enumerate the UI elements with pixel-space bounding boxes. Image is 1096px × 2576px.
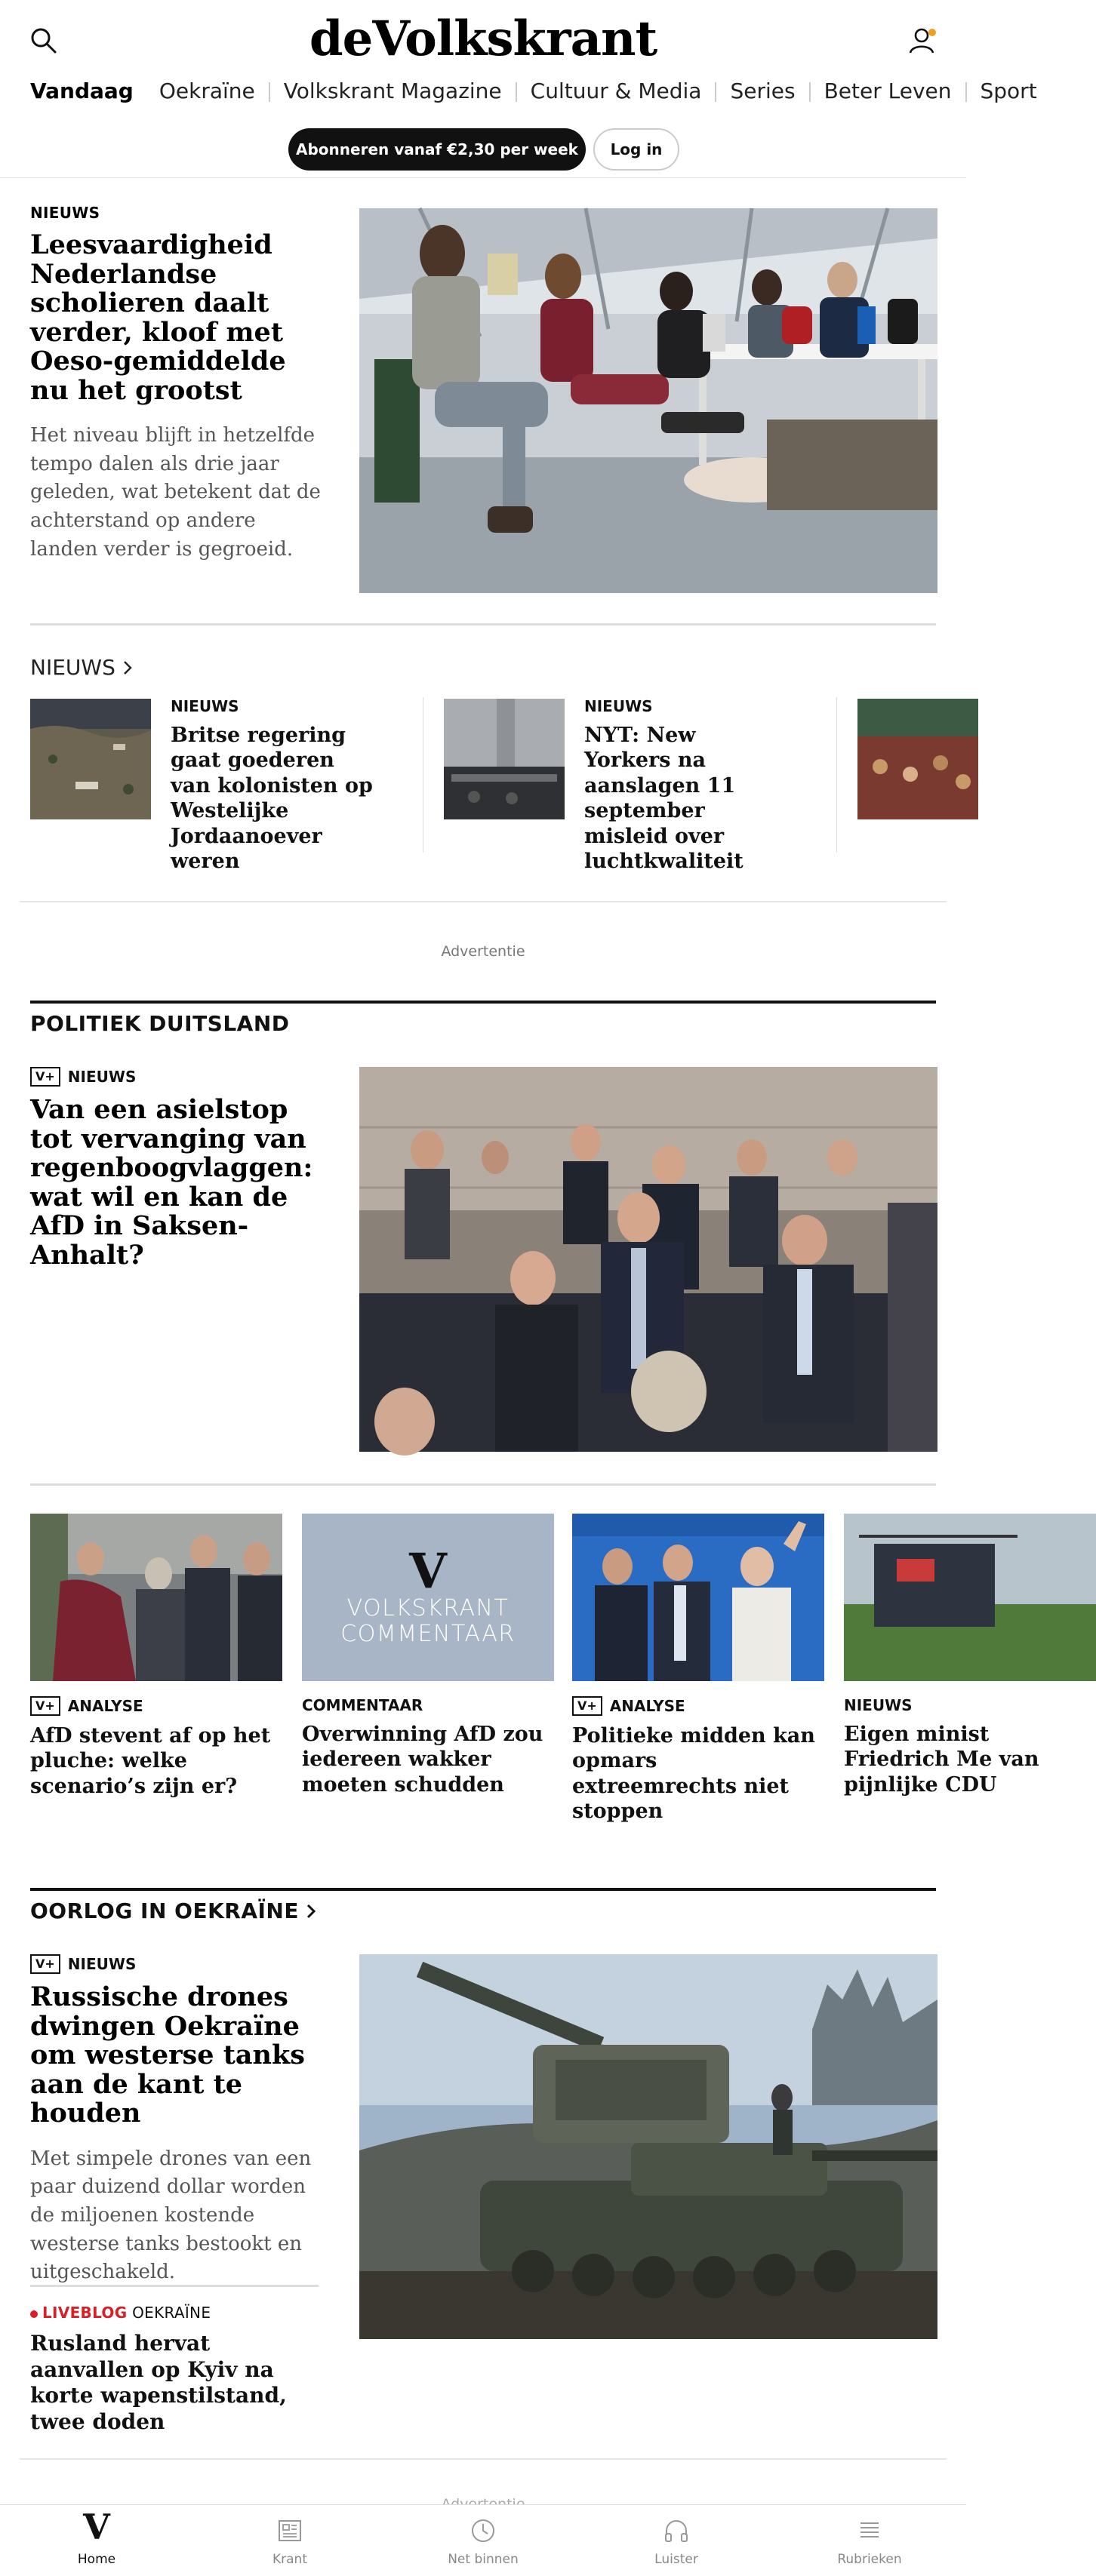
lead-article-text [30, 204, 325, 564]
afd-politicians-image [359, 1067, 937, 1452]
premium-badge: V+ [30, 1954, 60, 1974]
article-intro: Met simpele drones van een paar duizend dollar worden de miljoenen kostende westerse tanks bestookt en uitgeschakeld. [30, 2147, 312, 2284]
article-title[interactable]: Russische drones dwingen Oekraïne om westerse tanks aan de kant te houden [30, 1981, 305, 2129]
lead-article[interactable] [30, 204, 936, 596]
article-card-image [844, 1514, 1096, 1681]
politics-feature-article[interactable] [30, 1067, 936, 1453]
tab-label: Home [77, 2552, 116, 2567]
site-logo[interactable]: deVolkskrant [309, 11, 657, 67]
login-button[interactable]: Log in [593, 128, 679, 171]
news-strip-item[interactable] [857, 697, 978, 856]
nav-item-series[interactable]: Series [730, 78, 796, 103]
nav-item-vandaag[interactable]: Vandaag [30, 78, 134, 103]
article-kicker-row [302, 1696, 554, 1714]
article-intro: Het niveau blijft in hetzelfde tempo dalen als drie jaar geleden, wat betekent dat de achterstand op andere landen verder is gegroeid. [30, 424, 321, 561]
news-section-link[interactable] [30, 655, 134, 680]
article-title[interactable]: Politieke midden kan opmars extreemrechts niet stoppen [572, 1724, 815, 1824]
article-card-image [572, 1514, 824, 1681]
strip-divider [836, 697, 837, 853]
article-thumbnail [857, 699, 978, 819]
article-kicker: ANALYSE [67, 1697, 143, 1715]
lead-article-photo[interactable] [359, 208, 937, 593]
tab-rubrieken[interactable] [773, 2505, 966, 2576]
nav-item-volkskrant-magazine[interactable]: Volkskrant Magazine [283, 78, 502, 103]
article-kicker: NIEUWS [171, 697, 239, 715]
list-icon [854, 2516, 885, 2546]
liveblog-topic: OEKRAÏNE [132, 2304, 211, 2322]
article-kicker-row [844, 1696, 1096, 1714]
section-title-text: OORLOG IN OEKRAÏNE [30, 1898, 299, 1923]
article-kicker-row [30, 1067, 332, 1087]
tab-label: Net binnen [448, 2552, 519, 2567]
notification-dot [928, 29, 936, 36]
volkskrant-v-logo: V [409, 1542, 447, 1600]
article-thumbnail [30, 699, 151, 819]
students-reading-image [359, 208, 937, 593]
politics-section-title[interactable] [30, 1011, 290, 1036]
liveblog-label: LIVEBLOG [42, 2304, 128, 2322]
article-kicker: ANALYSE [609, 1697, 685, 1715]
nav-item-sport[interactable]: Sport [980, 78, 1037, 103]
article-card-image [30, 1514, 282, 1681]
chevron-right-icon [305, 1903, 317, 1920]
article-thumbnail [444, 699, 565, 819]
article-title[interactable]: Leesvaardigheid Nederlandse scholieren daalt verder, kloof met Oeso-gemiddelde nu het grootst [30, 229, 286, 406]
commentary-image-text: VOLKSKRANT COMMENTAAR [340, 1594, 516, 1647]
section-label: NIEUWS [30, 655, 115, 680]
liveblog-title[interactable]: Rusland hervat aanvallen op Kyiv na korte wapenstilstand, twee doden [30, 2331, 287, 2435]
article-title[interactable]: Eigen minist Friedrich Me van pijnlijke CDU [844, 1723, 1039, 1797]
article-kicker: COMMENTAAR [302, 1696, 423, 1714]
article-title[interactable]: AfD stevent af op het pluche: welke scenario’s zijn er? [30, 1724, 271, 1798]
premium-badge: V+ [572, 1696, 602, 1716]
v-logo-icon: V [83, 2507, 110, 2547]
chevron-right-icon [122, 659, 134, 676]
article-kicker-row [30, 1954, 332, 1974]
feature-text [30, 1954, 332, 2287]
ukraine-section-link[interactable] [30, 1898, 317, 1923]
main-nav [30, 78, 1037, 112]
news-strip [30, 697, 966, 874]
section-divider [30, 1483, 936, 1486]
account-button[interactable] [906, 24, 937, 56]
nav-item-beter-leven[interactable]: Beter Leven [824, 78, 952, 103]
article-kicker: NIEUWS [67, 1955, 137, 1973]
section-rule [30, 1001, 936, 1004]
section-title-text: POLITIEK DUITSLAND [30, 1011, 290, 1036]
feature-photo[interactable] [359, 1067, 937, 1452]
tab-label: Luister [654, 2552, 698, 2567]
article-card[interactable] [572, 1514, 824, 1824]
news-strip-item[interactable] [444, 697, 836, 874]
tab-label: Rubrieken [837, 2552, 902, 2567]
liveblog-item[interactable] [30, 2285, 319, 2436]
bottom-tab-bar [0, 2504, 966, 2575]
politics-card-row [30, 1514, 1039, 1831]
tab-net-binnen[interactable] [386, 2505, 580, 2576]
article-title[interactable]: Britse regering gaat goederen van kolonisten op Westelijke Jordaanoever weren [171, 724, 373, 874]
tab-luister[interactable] [580, 2505, 773, 2576]
tab-label: Krant [272, 2552, 307, 2567]
ad-divider [20, 901, 947, 902]
article-card[interactable] [302, 1514, 554, 1797]
article-title[interactable]: Van een asielstop tot vervanging van regenboogvlaggen: wat wil en kan de AfD in Saksen-Anhalt? [30, 1094, 313, 1271]
subscribe-button[interactable]: Abonneren vanaf €2,30 per week [288, 128, 586, 171]
premium-badge: V+ [30, 1696, 60, 1716]
article-kicker: NIEUWS [844, 1696, 913, 1714]
ad-divider [20, 2458, 947, 2460]
nav-item-cultuur-media[interactable]: Cultuur & Media [530, 78, 702, 103]
article-kicker: NIEUWS [67, 1068, 137, 1086]
commentary-image [302, 1514, 554, 1681]
live-indicator-icon [30, 2310, 38, 2318]
section-rule [30, 1888, 936, 1891]
headphones-icon [661, 2516, 691, 2546]
article-kicker-row [30, 1696, 282, 1716]
tab-home[interactable] [0, 2505, 193, 2576]
advertisement-label: Advertentie [441, 943, 525, 960]
tank-repair-image [359, 1954, 937, 2339]
premium-badge: V+ [30, 1067, 60, 1087]
article-title[interactable]: Overwinning AfD zou iedereen wakker moeten schudden [302, 1723, 543, 1797]
article-kicker: NIEUWS [584, 697, 653, 715]
liveblog-label-row [30, 2304, 319, 2322]
article-title[interactable]: NYT: New Yorkers na aanslagen 11 september misleid over luchtkwaliteit [584, 724, 743, 874]
site-header [0, 0, 1037, 178]
article-kicker-row [572, 1696, 824, 1716]
news-strip-item[interactable] [30, 697, 423, 874]
feature-text [30, 1067, 332, 1270]
feature-photo[interactable] [359, 1954, 937, 2339]
article-card[interactable] [844, 1514, 1096, 1797]
section-divider [30, 623, 936, 626]
tab-krant[interactable] [193, 2505, 386, 2576]
nav-item-oekraine[interactable]: Oekraïne [159, 78, 255, 103]
article-card[interactable] [30, 1514, 282, 1799]
article-kicker: NIEUWS [30, 204, 100, 222]
clock-icon [468, 2516, 498, 2546]
newspaper-icon [275, 2516, 305, 2546]
